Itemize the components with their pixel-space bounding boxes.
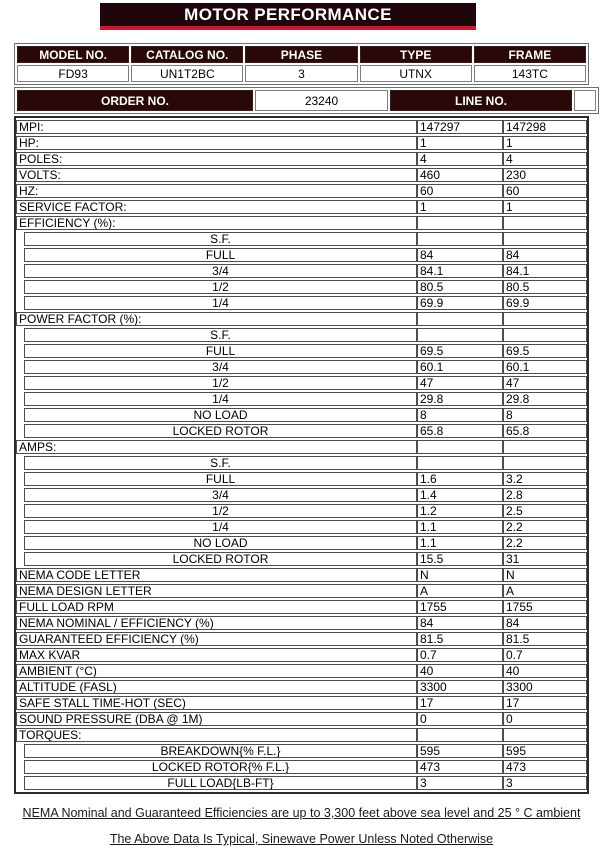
spec-value-col2: 29.8 [503,392,587,406]
spec-value-col1: N [417,568,503,582]
spec-row [16,632,587,646]
spec-value-col1: 147297 [417,120,503,134]
spec-label: SOUND PRESSURE (DBA @ 1M) [16,712,417,726]
spec-value-col1: 8 [417,408,503,422]
spec-row [16,536,587,550]
spec-row [16,168,587,182]
spec-value-col1: 84 [417,248,503,262]
spec-value-col1: 40 [417,664,503,678]
spec-row [16,248,587,262]
spec-label: FULL [24,344,417,358]
order-no-value: 23240 [255,90,388,111]
spec-label: SERVICE FACTOR: [16,200,417,214]
spec-value-col2: 84 [503,616,587,630]
spec-value-col2: 84.1 [503,264,587,278]
spec-value-col1: 65.8 [417,424,503,438]
spec-label: AMPS: [16,440,417,454]
spec-value-col2: 69.5 [503,344,587,358]
spec-value-col1: 0.7 [417,648,503,662]
spec-value-col2: 0.7 [503,648,587,662]
spec-value-col2: 8 [503,408,587,422]
spec-value-col2: 1755 [503,600,587,614]
spec-value-col1: 460 [417,168,503,182]
spec-value-col1: 3 [417,776,503,790]
spec-value-col1: 60.1 [417,360,503,374]
spec-label: FULL [24,248,417,262]
spec-value-col1 [417,728,503,742]
spec-row [16,152,587,166]
spec-row [16,616,587,630]
spec-row [16,328,587,342]
spec-value-col1: 60 [417,184,503,198]
header-label-row [17,46,586,63]
spec-label: POLES: [16,152,417,166]
spec-value-col1: 17 [417,696,503,710]
spec-label: SAFE STALL TIME-HOT (SEC) [16,696,417,710]
spec-value-col1: 81.5 [417,632,503,646]
spec-label: S.F. [24,328,417,342]
spec-label: NEMA NOMINAL / EFFICIENCY (%) [16,616,417,630]
spec-value-col1: 1.2 [417,504,503,518]
spec-row [16,552,587,566]
spec-row [16,664,587,678]
spec-row [16,360,587,374]
spec-row [16,744,587,758]
spec-label: 1/4 [24,520,417,534]
footnote-typical-data: The Above Data Is Typical, Sinewave Power Unless Noted Otherwise [109,832,494,846]
spec-label: 1/4 [24,296,417,310]
spec-label: S.F. [24,232,417,246]
spec-label: POWER FACTOR (%): [16,312,417,326]
spec-value-col1 [417,456,503,470]
spec-value-col2 [503,456,587,470]
spec-value-col1: 3300 [417,680,503,694]
spec-row [16,712,587,726]
spec-value-col1: 69.5 [417,344,503,358]
spec-label: LOCKED ROTOR{% F.L.} [24,760,417,774]
spec-value-col2: N [503,568,587,582]
spec-value-col1: 0 [417,712,503,726]
spec-row [16,504,587,518]
spec-value-col1 [417,440,503,454]
spec-value-col2: 84 [503,248,587,262]
spec-value-col2: 147298 [503,120,587,134]
spec-row [16,472,587,486]
spec-value-col2 [503,232,587,246]
spec-label: MAX KVAR [16,648,417,662]
spec-table [14,116,589,794]
spec-value-col1: 47 [417,376,503,390]
header-col-value: 3 [245,65,357,82]
spec-label: NO LOAD [24,536,417,550]
spec-label: 3/4 [24,264,417,278]
spec-value-col2: 230 [503,168,587,182]
spec-value-col2: 1 [503,136,587,150]
spec-label: FULL [24,472,417,486]
spec-value-col1: 4 [417,152,503,166]
spec-row [16,216,587,230]
spec-value-col2 [503,312,587,326]
spec-label: TORQUES: [16,728,417,742]
spec-value-col2 [503,440,587,454]
order-line-row [17,90,596,111]
spec-row [16,200,587,214]
spec-row [16,776,587,790]
spec-label: NEMA CODE LETTER [16,568,417,582]
spec-row [16,424,587,438]
spec-value-col2: 31 [503,552,587,566]
spec-label: VOLTS: [16,168,417,182]
spec-value-col2: 3300 [503,680,587,694]
spec-value-col2: 2.2 [503,536,587,550]
page-title: MOTOR PERFORMANCE [184,4,392,24]
spec-label: NEMA DESIGN LETTER [16,584,417,598]
header-col-value: UTNX [360,65,472,82]
spec-row [16,488,587,502]
spec-value-col1: 15.5 [417,552,503,566]
spec-value-col2 [503,328,587,342]
header-col-label: TYPE [360,46,472,63]
header-col-value: UN1T2BC [131,65,243,82]
line-no-label: LINE NO. [390,90,572,111]
spec-label: GUARANTEED EFFICIENCY (%) [16,632,417,646]
spec-row [16,344,587,358]
header-col-value: FD93 [17,65,129,82]
header-col-value: 143TC [474,65,586,82]
spec-label: 3/4 [24,360,417,374]
spec-value-col2: 0 [503,712,587,726]
spec-value-col1: 29.8 [417,392,503,406]
spec-row [16,232,587,246]
spec-row [16,296,587,310]
spec-value-col1: 1.4 [417,488,503,502]
spec-value-col1: 84.1 [417,264,503,278]
spec-value-col2: A [503,584,587,598]
spec-value-col2: 2.5 [503,504,587,518]
spec-row [16,264,587,278]
spec-row [16,680,587,694]
header-col-label: MODEL NO. [17,46,129,63]
spec-value-col2: 595 [503,744,587,758]
spec-label: EFFICIENCY (%): [16,216,417,230]
header-col-label: CATALOG NO. [131,46,243,63]
spec-value-col2: 65.8 [503,424,587,438]
spec-value-col2: 17 [503,696,587,710]
spec-label: FULL LOAD{LB-FT} [24,776,417,790]
spec-row [16,520,587,534]
spec-value-col2: 40 [503,664,587,678]
spec-label: 1/2 [24,504,417,518]
footnote-efficiency-altitude: NEMA Nominal and Guaranteed Efficiencies are up to 3,300 feet above sea level and 25 ° C ambient [22,806,581,820]
spec-value-col2: 60 [503,184,587,198]
spec-value-col1 [417,232,503,246]
spec-value-col2: 3 [503,776,587,790]
spec-label: FULL LOAD RPM [16,600,417,614]
spec-row [16,136,587,150]
spec-row [16,568,587,582]
spec-row [16,456,587,470]
spec-row [16,760,587,774]
spec-value-col2: 2.2 [503,520,587,534]
spec-value-col1: 84 [417,616,503,630]
spec-value-col2: 1 [503,200,587,214]
spec-value-col1: 1.1 [417,520,503,534]
spec-label: 1/4 [24,392,417,406]
spec-label: 1/2 [24,280,417,294]
spec-row [16,696,587,710]
spec-label: LOCKED ROTOR [24,552,417,566]
spec-value-col2 [503,216,587,230]
title-bar [100,3,476,30]
spec-value-col1: A [417,584,503,598]
spec-value-col1 [417,216,503,230]
spec-label: BREAKDOWN{% F.L.} [24,744,417,758]
spec-label: LOCKED ROTOR [24,424,417,438]
spec-row [16,584,587,598]
spec-label: MPI: [16,120,417,134]
spec-row [16,728,587,742]
spec-value-col2: 2.8 [503,488,587,502]
spec-row [16,376,587,390]
model-header-table [14,43,589,85]
spec-label: HP: [16,136,417,150]
spec-value-col2: 473 [503,760,587,774]
spec-value-col1 [417,312,503,326]
spec-value-col1: 1 [417,200,503,214]
spec-label: 1/2 [24,376,417,390]
spec-label: ALTITUDE (FASL) [16,680,417,694]
spec-label: NO LOAD [24,408,417,422]
spec-label: S.F. [24,456,417,470]
header-value-row [17,65,586,82]
spec-value-col1: 80.5 [417,280,503,294]
spec-value-col2: 47 [503,376,587,390]
spec-row [16,120,587,134]
spec-value-col2: 69.9 [503,296,587,310]
spec-row [16,408,587,422]
spec-value-col1 [417,328,503,342]
spec-label: HZ: [16,184,417,198]
spec-value-col1: 1.6 [417,472,503,486]
spec-value-col1: 473 [417,760,503,774]
spec-row [16,648,587,662]
spec-row [16,600,587,614]
spec-value-col2: 80.5 [503,280,587,294]
spec-value-col1: 1 [417,136,503,150]
spec-row [16,312,587,326]
spec-value-col2 [503,728,587,742]
order-no-label: ORDER NO. [17,90,253,111]
line-no-value [574,90,596,111]
spec-row [16,184,587,198]
header-col-label: PHASE [245,46,357,63]
order-line-table [14,87,599,114]
spec-value-col1: 69.9 [417,296,503,310]
header-col-label: FRAME [474,46,586,63]
spec-value-col1: 1755 [417,600,503,614]
spec-row [16,280,587,294]
spec-value-col2: 81.5 [503,632,587,646]
spec-label: 3/4 [24,488,417,502]
spec-row [16,392,587,406]
spec-value-col1: 595 [417,744,503,758]
spec-value-col2: 4 [503,152,587,166]
spec-label: AMBIENT (°C) [16,664,417,678]
spec-value-col1: 1.1 [417,536,503,550]
spec-value-col2: 3.2 [503,472,587,486]
spec-row [16,440,587,454]
spec-value-col2: 60.1 [503,360,587,374]
